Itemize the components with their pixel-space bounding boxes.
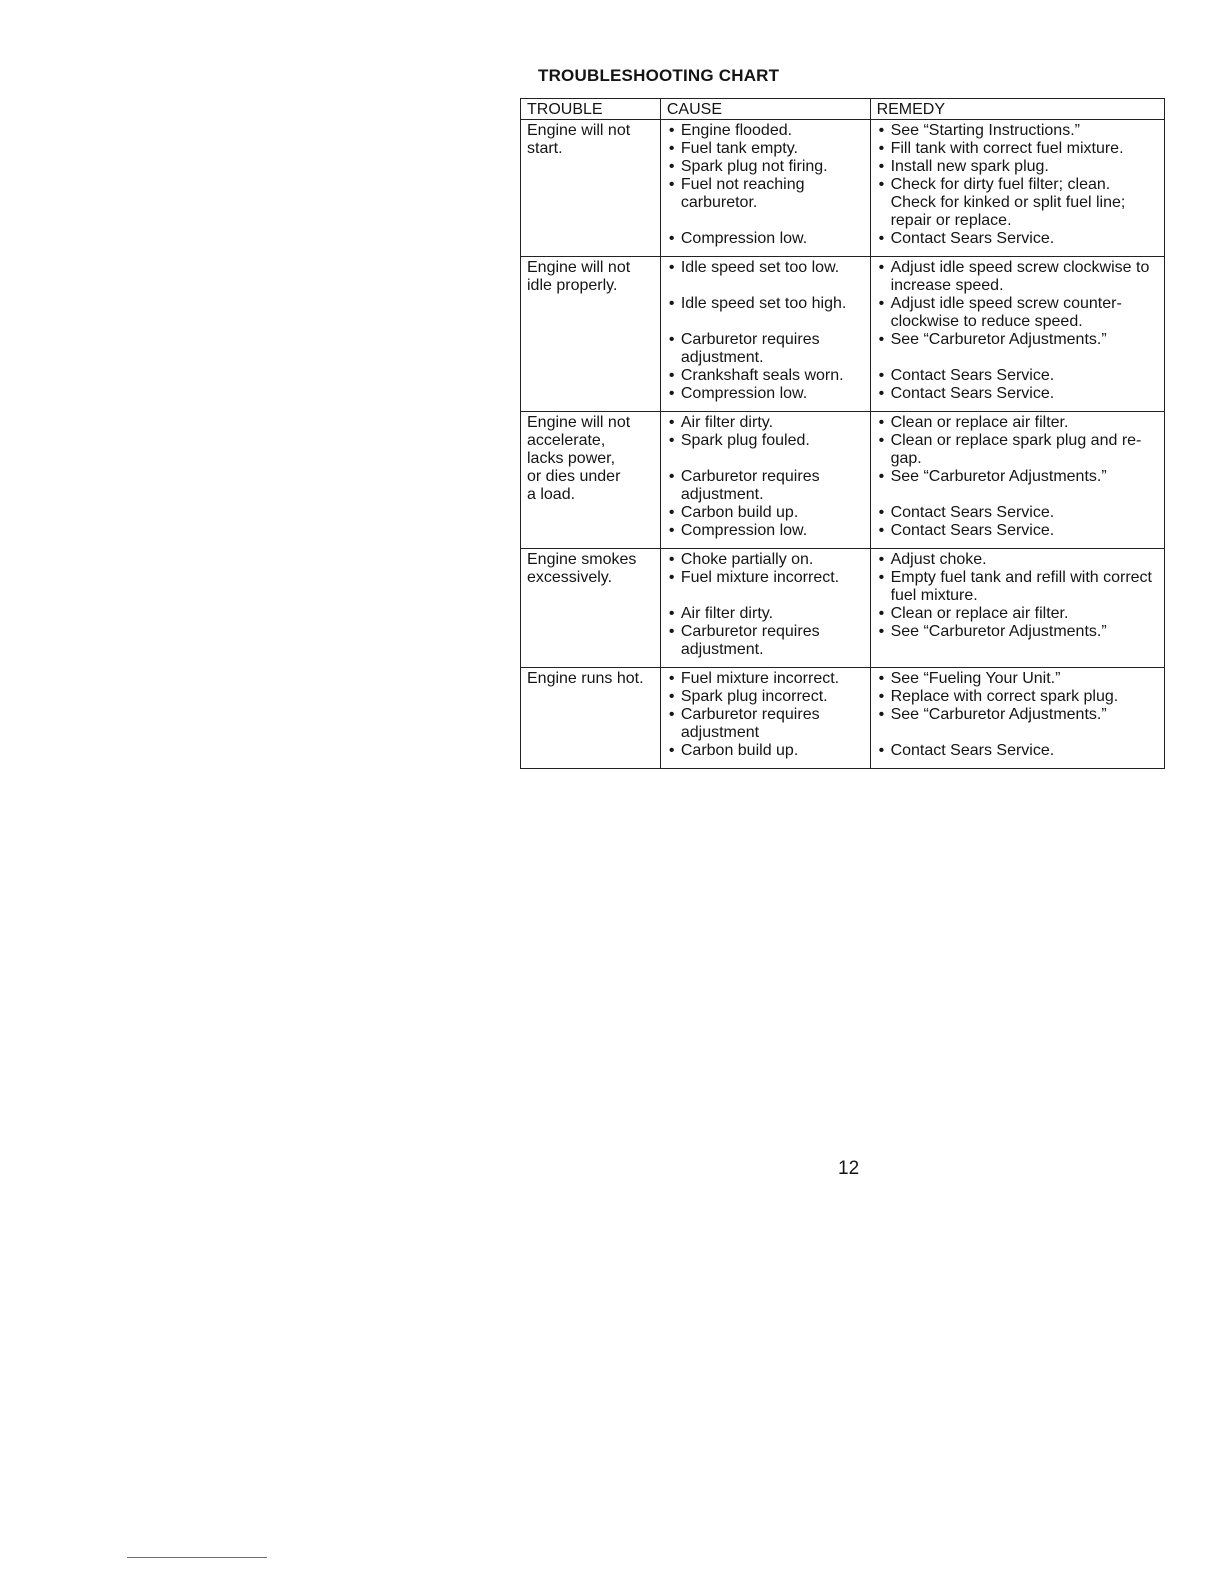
remedy-item: • Clean or replace air filter. xyxy=(877,605,1158,623)
cause-cell xyxy=(660,668,870,769)
remedy-cell xyxy=(870,412,1164,549)
cause-cell xyxy=(660,412,870,549)
remedy-item: • Adjust choke. xyxy=(877,551,1158,569)
cause-cell xyxy=(660,120,870,257)
cause-item: • Choke partially on. xyxy=(667,551,864,569)
cause-item: • Fuel mixture incorrect. xyxy=(667,670,864,688)
remedy-item: • Install new spark plug. xyxy=(877,158,1158,176)
cause-item: • Carbon build up. xyxy=(667,504,864,522)
cause-item: • Compression low. xyxy=(667,522,864,540)
header-cause: CAUSE xyxy=(660,99,870,120)
cause-item: • Air filter dirty. xyxy=(667,414,864,432)
cause-item: • Idle speed set too high. xyxy=(667,295,864,313)
remedy-item: • Contact Sears Service. xyxy=(877,367,1158,385)
remedy-cell xyxy=(870,257,1164,412)
page-number: 12 xyxy=(838,1158,860,1179)
remedy-item: • Adjust idle speed screw counter-clockwise to reduce speed. xyxy=(877,295,1158,331)
remedy-item: • See “Fueling Your Unit.” xyxy=(877,670,1158,688)
table-row xyxy=(521,412,1165,549)
remedy-item: • See “Carburetor Adjustments.” xyxy=(877,331,1158,349)
table-row xyxy=(521,257,1165,412)
table-row xyxy=(521,668,1165,769)
cause-item: • Carburetor requires adjustment xyxy=(667,706,864,742)
table-header-row xyxy=(521,99,1165,120)
cause-item: • Air filter dirty. xyxy=(667,605,864,623)
cause-item: • Crankshaft seals worn. xyxy=(667,367,864,385)
remedy-item: • Adjust idle speed screw clockwise to increase speed. xyxy=(877,259,1158,295)
trouble-cell: Engine will not accelerate, lacks power, or dies under a load. xyxy=(521,412,661,549)
remedy-item: • See “Starting Instructions.” xyxy=(877,122,1158,140)
remedy-item: • Check for dirty fuel filter; clean. Check for kinked or split fuel line; repair or replace. xyxy=(877,176,1158,230)
cause-cell xyxy=(660,257,870,412)
header-trouble: TROUBLE xyxy=(521,99,661,120)
cause-item: • Fuel tank empty. xyxy=(667,140,864,158)
cause-item: • Compression low. xyxy=(667,230,864,248)
remedy-item: • Empty fuel tank and refill with correct fuel mixture. xyxy=(877,569,1158,605)
cause-item: • Carburetor requires adjustment. xyxy=(667,623,864,659)
remedy-cell xyxy=(870,668,1164,769)
cause-cell xyxy=(660,549,870,668)
remedy-item: • See “Carburetor Adjustments.” xyxy=(877,706,1158,724)
cause-item: • Carbon build up. xyxy=(667,742,864,760)
cause-item: • Idle speed set too low. xyxy=(667,259,864,277)
remedy-item: • See “Carburetor Adjustments.” xyxy=(877,468,1158,486)
remedy-cell xyxy=(870,120,1164,257)
cause-item: • Fuel not reaching carburetor. xyxy=(667,176,864,212)
troubleshooting-table xyxy=(520,98,1165,769)
remedy-item: • Contact Sears Service. xyxy=(877,504,1158,522)
table-row xyxy=(521,120,1165,257)
trouble-cell: Engine will not start. xyxy=(521,120,661,257)
chart-title: TROUBLESHOOTING CHART xyxy=(538,66,780,85)
remedy-item: • Clean or replace spark plug and re-gap. xyxy=(877,432,1158,468)
trouble-cell: Engine will not idle properly. xyxy=(521,257,661,412)
cause-item: • Spark plug incorrect. xyxy=(667,688,864,706)
remedy-item: • Contact Sears Service. xyxy=(877,742,1158,760)
remedy-item: • Contact Sears Service. xyxy=(877,522,1158,540)
remedy-item: • Replace with correct spark plug. xyxy=(877,688,1158,706)
remedy-cell xyxy=(870,549,1164,668)
header-remedy: REMEDY xyxy=(870,99,1164,120)
trouble-cell: Engine runs hot. xyxy=(521,668,661,769)
table-row xyxy=(521,549,1165,668)
cause-item: • Fuel mixture incorrect. xyxy=(667,569,864,587)
cause-item: • Compression low. xyxy=(667,385,864,403)
remedy-item: • See “Carburetor Adjustments.” xyxy=(877,623,1158,641)
cause-item: • Carburetor requires adjustment. xyxy=(667,331,864,367)
cause-item: • Spark plug fouled. xyxy=(667,432,864,450)
cause-item: • Spark plug not firing. xyxy=(667,158,864,176)
remedy-item: • Contact Sears Service. xyxy=(877,230,1158,248)
remedy-item: • Contact Sears Service. xyxy=(877,385,1158,403)
cause-item: • Carburetor requires adjustment. xyxy=(667,468,864,504)
footer-rule xyxy=(127,1557,267,1558)
remedy-item: • Fill tank with correct fuel mixture. xyxy=(877,140,1158,158)
remedy-item: • Clean or replace air filter. xyxy=(877,414,1158,432)
trouble-cell: Engine smokes excessively. xyxy=(521,549,661,668)
cause-item: • Engine flooded. xyxy=(667,122,864,140)
